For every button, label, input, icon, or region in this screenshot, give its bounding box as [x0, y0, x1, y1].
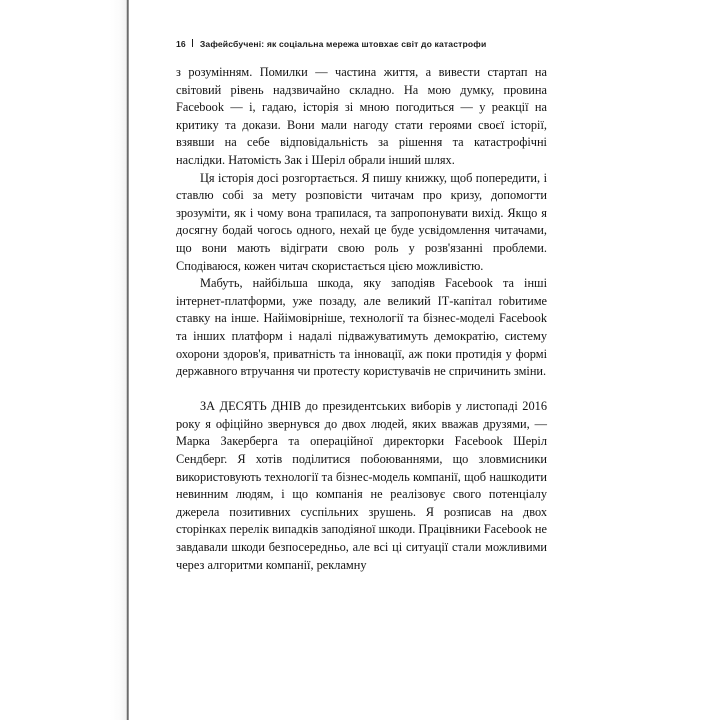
running-header-title: Зафейсбучені: як соціальна мережа штовхає світ до катастрофи — [199, 39, 487, 49]
body-textblock — [176, 64, 547, 574]
paragraph-4-section-opening: ЗА ДЕСЯТЬ ДНІВ до президентських виборів у листопаді 2016 року я офіційно звернувся до двох людей, яких вважав друзями, — Марка Закерберга та операційної директорки Facebook Шеріл Сендберг. Я хотів поділитися побоюваннями, що зловмисники використовують технології та бізнес-модель компанії, щоб нашкодити невинним людям, і що компанія не реалізовує свого потенціалу джерела позитивних суспільних зрушень. Я розписав на двох сторінках перелік випадків заподіяної шкоди. Працівники Facebook не завдавали шкоди безпосередньо, але всі ці ситуації стали можливими через алгоритми компанії, рекламну — [176, 399, 547, 572]
header-separator-rule — [192, 39, 193, 47]
paragraph-continued: з розумінням. Помилки — частина життя, а вивести стартап на світовий рівень надзвичайно складно. На мою думку, провина Facebook — і, гадаю, історія зі мною погодиться — у реакції на критику та докази. Вони мали нагоду стати героями своєї історії, взявши на себе відповідальність за рішення та катастрофічні наслідки. Натомість Зак і Шеріл обрали інший шлях. — [176, 65, 547, 167]
book-page-sheet — [129, 0, 720, 720]
paragraph-3: Мабуть, найбільша шкода, яку заподіяв Facebook та інші інтернет-платформи, уже позаду, але великий ІТ-капітал robитиме ставку на інше. Найімовірніше, технології та бізнес-моделі Facebook та інших платформ і надалі підважуватимуть демократію, систему охорони здоров'я, приватність та інновації, аж поки протидія у формі державного втручання чи протесту користувачів не спричинить зміни. — [176, 276, 547, 379]
page-folio-number: 16 — [176, 39, 186, 49]
paragraph-2: Ця історія досі розгортається. Я пишу книжку, щоб попередити, і ставлю собі за мету розповісти читачам про кризу, допомогти зрозуміти, як і чому вона трапилася, та запропонувати вихід. Якщо я досягну бодай чогось одного, нехай це буде усвідомлення читачами, що вони мають відіграти свою роль у розв'язанні проблеми. Сподіваюся, кожен читач скористається цією можливістю. — [176, 170, 547, 273]
running-header — [176, 39, 676, 55]
binding-gradient — [110, 0, 127, 720]
